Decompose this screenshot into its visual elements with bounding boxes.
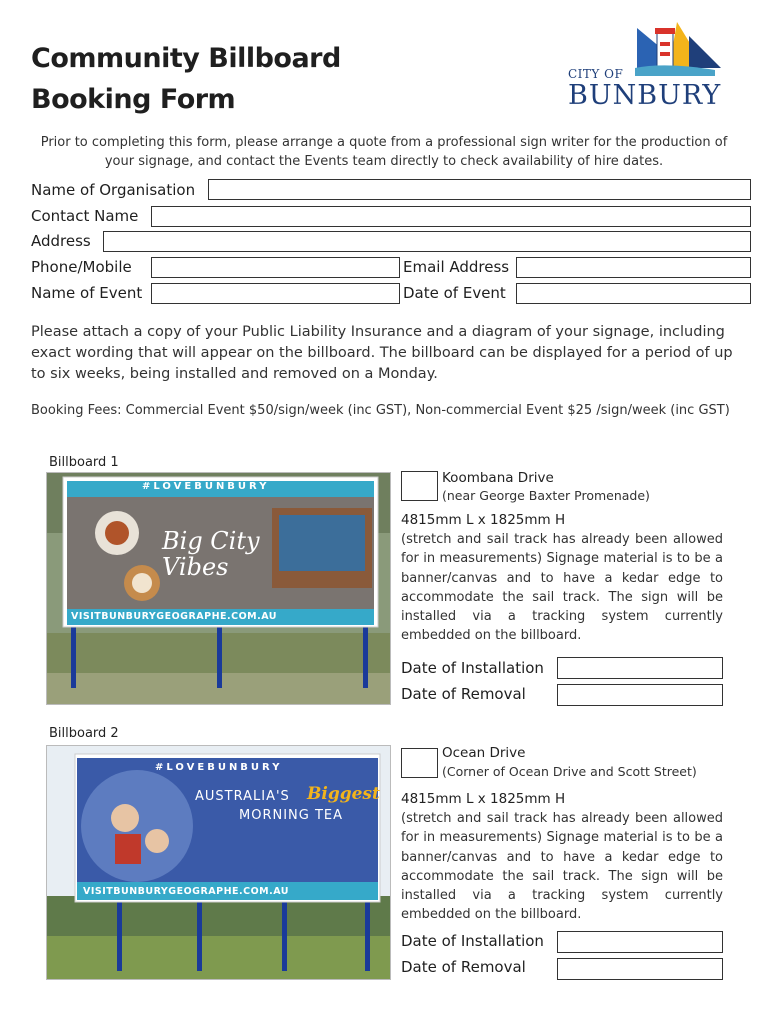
event-date-label: Date of Event [403,284,506,302]
billboard-2-removal-label: Date of Removal [401,958,526,976]
billboard-1-script: Big City Vibes [162,527,260,581]
phone-label: Phone/Mobile [31,258,132,276]
billboard-1-install-label: Date of Installation [401,659,544,677]
billboard-1-label: Billboard 1 [49,455,119,470]
billboard-2-install-field[interactable] [557,931,723,953]
page-title [31,38,341,120]
billboard-2-size: 4815mm L x 1825mm H [401,791,566,807]
billboard-2-headline-2: MORNING TEA [239,808,344,823]
billboard-1-location-detail: (near George Baxter Promenade) [442,488,650,503]
address-label: Address [31,232,91,250]
billboard-2-install-label: Date of Installation [401,932,544,950]
billboard-1-checkbox[interactable] [401,471,438,501]
organisation-label: Name of Organisation [31,181,196,199]
billboard-2-location-detail: (Corner of Ocean Drive and Scott Street) [442,764,697,779]
logo-name-text: BUNBURY [568,80,722,111]
billboard-2-photo [46,745,391,980]
billboard-1-size: 4815mm L x 1825mm H [401,512,566,528]
billboard-1-removal-field[interactable] [557,684,723,706]
event-name-field[interactable] [151,283,400,304]
logo-city-text: CITY OF [568,67,624,81]
address-field[interactable] [103,231,751,252]
billboard-2-label: Billboard 2 [49,726,119,741]
contact-name-label: Contact Name [31,207,139,225]
billboard-2-headline-1: AUSTRALIA'S [195,789,290,804]
billboard-2-headline-script: Biggest [307,784,380,804]
billboard-1-hashtag: #LOVEBUNBURY [142,481,270,492]
event-date-field[interactable] [516,283,751,304]
organisation-field[interactable] [208,179,751,200]
billboard-1-description: (stretch and sail track has already been allowed for in measurements) Signage material is to be a banner/canvas and to have a kedar edge to accommodate the sail track. The sign will be installed via a tracking system currently embedded on the billboard. [401,532,723,644]
billboard-2-url: VISITBUNBURYGEOGRAPHE.COM.AU [83,886,290,897]
attach-note: Please attach a copy of your Public Liability Insurance and a diagram of your signage, including exact wording that will appear on the billboard. The billboard can be displayed for a period of up to six weeks, being installed and removed on a Monday. [31,324,733,382]
billboard-2-removal-field[interactable] [557,958,723,980]
email-label: Email Address [403,258,510,276]
billboard-1-install-field[interactable] [557,657,723,679]
title-line-1: Community Billboard [31,43,341,74]
billboard-2-description: (stretch and sail track has already been allowed for in measurements) Signage material is to be a banner/canvas and to have a kedar edge to accommodate the sail track. The sign will be installed via a tracking system currently embedded on the billboard. [401,811,723,923]
billboard-2-checkbox[interactable] [401,748,438,778]
contact-name-field[interactable] [151,206,751,227]
booking-fees: Booking Fees: Commercial Event $50/sign/week (inc GST), Non-commercial Event $25 /sign/week (inc GST) [31,403,730,418]
billboard-2-location: Ocean Drive [442,745,526,761]
billboard-1-url: VISITBUNBURYGEOGRAPHE.COM.AU [71,611,278,622]
title-line-2: Booking Form [31,84,236,115]
phone-field[interactable] [151,257,400,278]
intro-text: Prior to completing this form, please arrange a quote from a professional sign writer for the production of your signage, and contact the Events team directly to check availability of hire dates. [40,135,728,169]
billboard-1-photo [46,472,391,705]
billboard-1-removal-label: Date of Removal [401,685,526,703]
email-field[interactable] [516,257,751,278]
event-name-label: Name of Event [31,284,143,302]
billboard-1-location: Koombana Drive [442,470,554,486]
billboard-2-hashtag: #LOVEBUNBURY [155,762,283,773]
